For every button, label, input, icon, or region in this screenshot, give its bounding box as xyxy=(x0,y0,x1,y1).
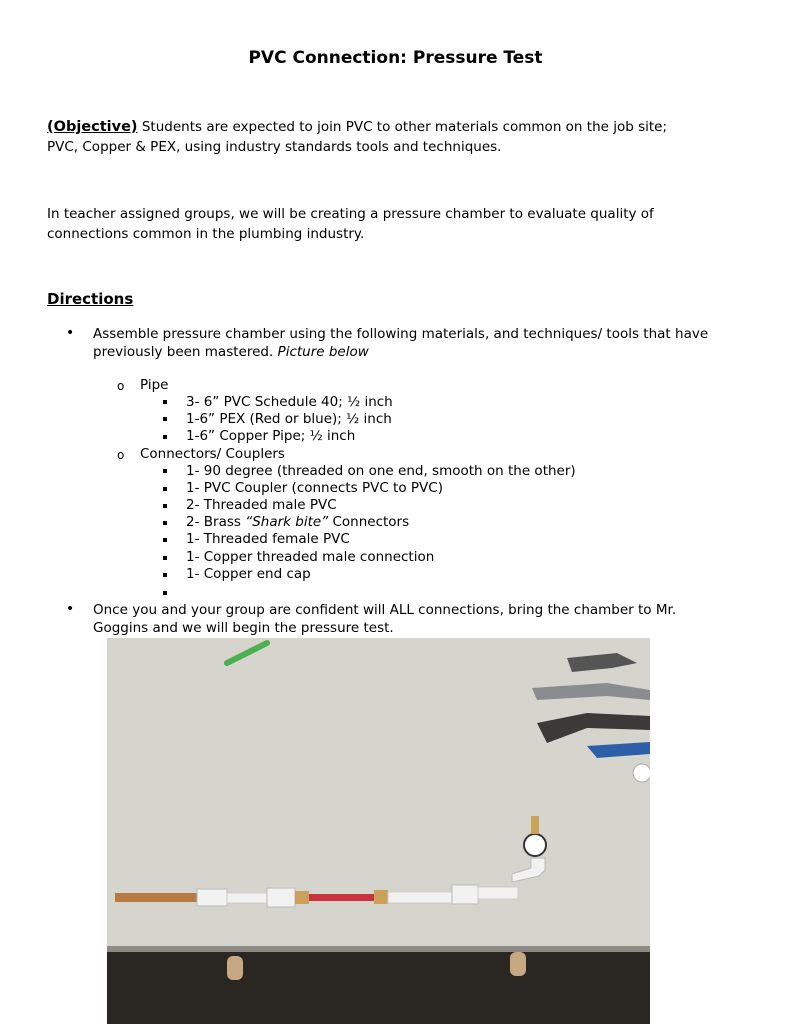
pressure-gauge-icon xyxy=(524,834,546,856)
square-bullet-marker xyxy=(163,417,167,421)
pvc-fitting xyxy=(197,889,227,906)
pressure-chamber-photo xyxy=(107,638,650,1024)
bullet-1-line2: previously been mastered. xyxy=(93,344,278,360)
bullet-dot: • xyxy=(66,325,75,341)
objective-text-line1: Students are expected to join PVC to other materials common on the job site; xyxy=(137,119,668,135)
pipe-label: Pipe xyxy=(140,377,169,393)
objective-text-line2: PVC, Copper & PEX, using industry standards tools and techniques. xyxy=(47,139,502,155)
brass-connector xyxy=(374,890,388,904)
objective-paragraph xyxy=(47,117,757,157)
connector-item: 1- PVC Coupler (connects PVC to PVC) xyxy=(186,480,443,496)
table-leg-right xyxy=(510,952,526,976)
pipe-item: 1-6” Copper Pipe; ½ inch xyxy=(186,428,356,444)
pvc-coupler xyxy=(267,888,295,907)
square-bullet-marker xyxy=(163,469,167,473)
table-leg-left xyxy=(227,956,243,980)
valve-stem xyxy=(531,816,539,834)
sub-bullet-marker: o xyxy=(117,379,125,393)
square-bullet-marker xyxy=(163,400,167,404)
pex-pipe xyxy=(309,894,374,901)
bullet-2-text xyxy=(93,601,763,637)
square-bullet-marker xyxy=(163,538,167,542)
intro-line1: In teacher assigned groups, we will be creating a pressure chamber to evaluate quality of xyxy=(47,206,654,222)
square-bullet-marker xyxy=(163,435,167,439)
bullet-1-line1: Assemble pressure chamber using the following materials, and techniques/ tools that have xyxy=(93,326,709,342)
connector-item: 1- 90 degree (threaded on one end, smooth on the other) xyxy=(186,463,576,479)
connector-item: 2- Threaded male PVC xyxy=(186,497,337,513)
square-bullet-marker xyxy=(163,487,167,491)
objective-label: (Objective) xyxy=(47,119,138,135)
bullet-2-line2: Goggins and we will begin the pressure test. xyxy=(93,620,394,636)
square-bullet-marker xyxy=(163,556,167,560)
square-bullet-marker xyxy=(163,573,167,577)
brass-shark-bite: “Shark bite” xyxy=(245,514,329,530)
connectors-label: Connectors/ Couplers xyxy=(140,446,285,462)
copper-pipe xyxy=(115,893,203,902)
sub-bullet-marker: o xyxy=(117,448,125,462)
brass-prefix: 2- Brass xyxy=(186,514,246,530)
brass-connector xyxy=(295,891,309,904)
picture-below-note: Picture below xyxy=(277,344,369,360)
floor xyxy=(107,950,650,1024)
page-title: PVC Connection: Pressure Test xyxy=(248,48,543,68)
directions-heading: Directions xyxy=(47,290,134,308)
bullet-1-text xyxy=(93,325,763,361)
connector-item: 1- Threaded female PVC xyxy=(186,531,350,547)
intro-paragraph xyxy=(47,204,757,244)
brass-suffix: Connectors xyxy=(328,514,410,530)
pvc-coupler xyxy=(452,885,478,904)
intro-line2: connections common in the plumbing industry. xyxy=(47,226,365,242)
square-bullet-marker-empty xyxy=(163,591,167,595)
square-bullet-marker xyxy=(163,521,167,525)
square-bullet-marker xyxy=(163,504,167,508)
bullet-dot: • xyxy=(66,601,75,617)
bullet-2-line1: Once you and your group are confident will ALL connections, bring the chamber to Mr. xyxy=(93,602,677,618)
connector-item: 1- Copper end cap xyxy=(186,566,311,582)
tape-roll-icon xyxy=(633,764,650,782)
pvc-pipe xyxy=(388,892,458,903)
pipe-item: 3- 6” PVC Schedule 40; ½ inch xyxy=(186,394,393,410)
connector-item: 1- Copper threaded male connection xyxy=(186,549,435,565)
connector-item-brass xyxy=(186,514,409,531)
pvc-pipe xyxy=(478,887,518,899)
table-edge xyxy=(107,946,650,952)
pipe-item: 1-6” PEX (Red or blue); ½ inch xyxy=(186,411,392,427)
